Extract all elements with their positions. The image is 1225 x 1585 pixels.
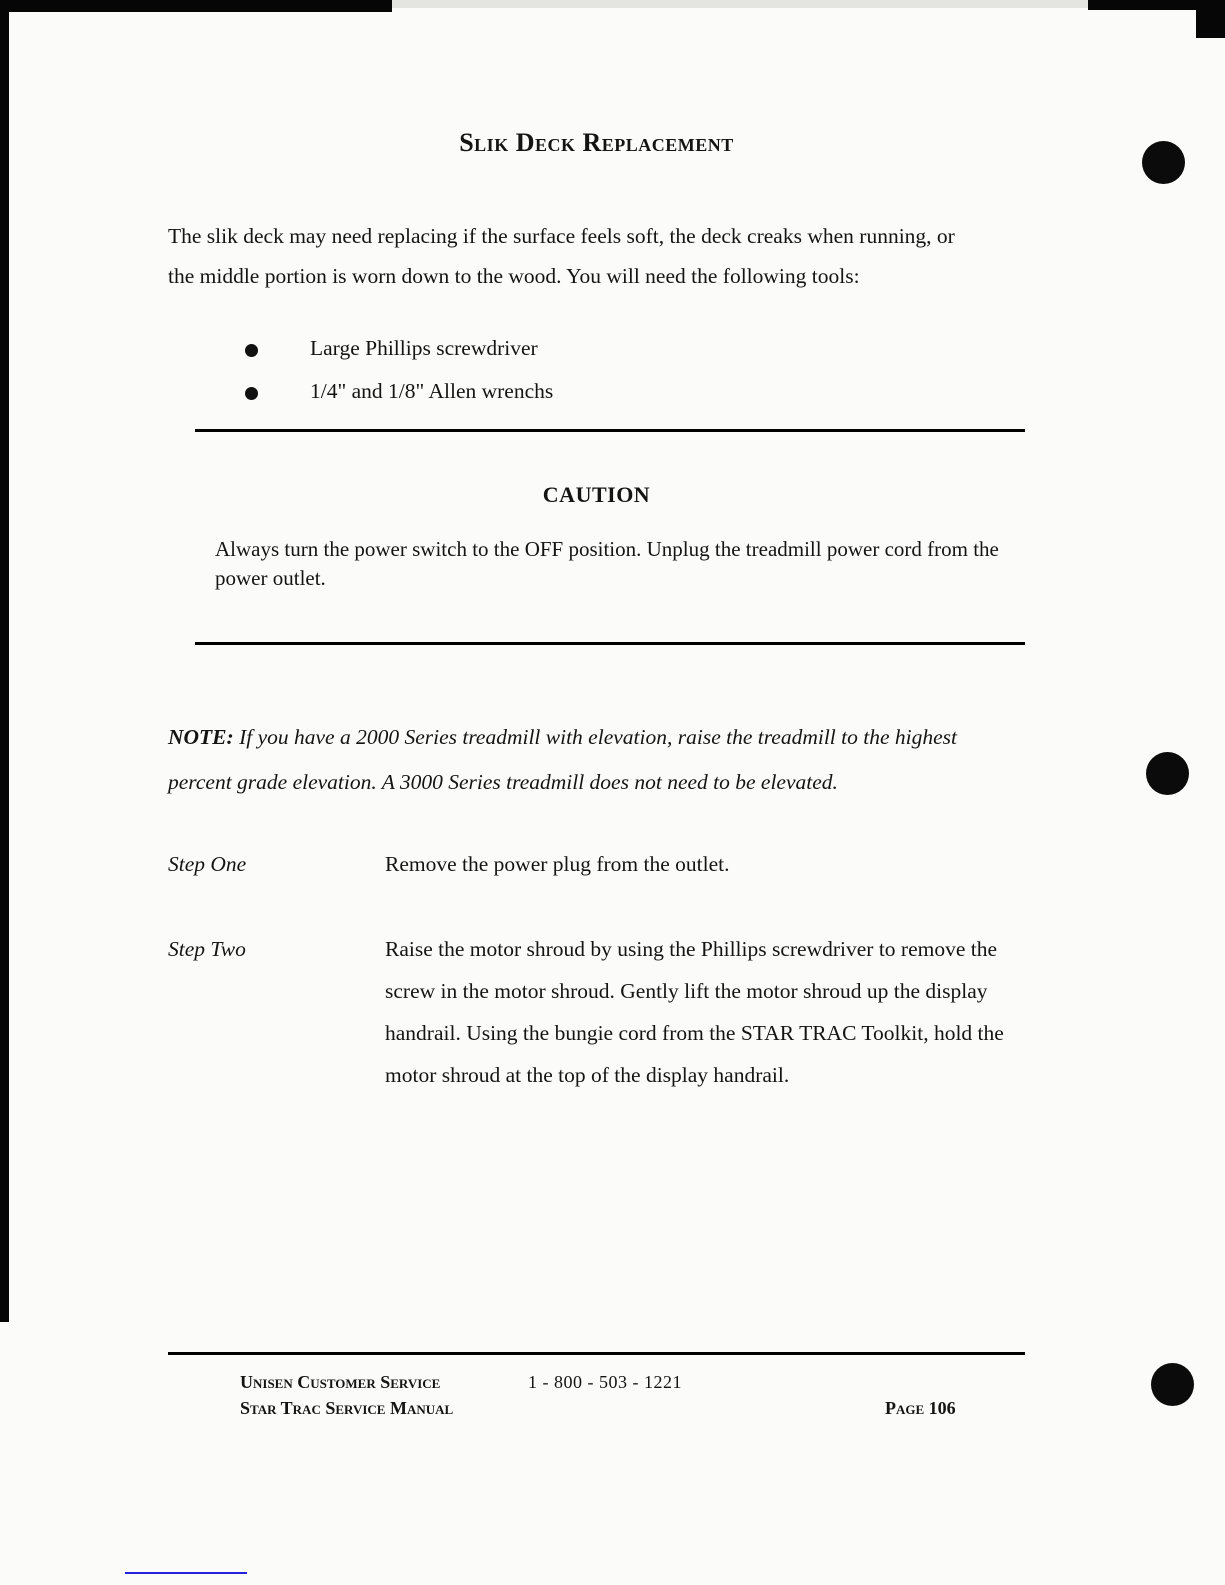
scan-artifact-corner	[1196, 0, 1225, 38]
hole-punch-mark	[1151, 1363, 1194, 1406]
caution-body: Always turn the power switch to the OFF position. Unplug the treadmill power cord from the power outlet.	[215, 537, 999, 590]
note-paragraph	[168, 715, 1024, 805]
footer-rule	[168, 1352, 1025, 1355]
list-item	[245, 336, 945, 379]
scan-artifact-left-edge	[0, 0, 9, 1322]
step-two	[168, 928, 1017, 1096]
intro-paragraph: The slik deck may need replacing if the surface feels soft, the deck creaks when running, or the middle portion is worn down to the wood. You will need the following tools:	[168, 224, 955, 288]
note-label: NOTE:	[168, 725, 234, 749]
tool-item-label: 1/4" and 1/8" Allen wrenchs	[310, 379, 554, 403]
tools-list	[245, 336, 945, 422]
step-one	[168, 843, 1017, 885]
bullet-icon	[245, 387, 258, 400]
step-text: Raise the motor shroud by using the Phillips screwdriver to remove the screw in the motor shroud. Gently lift the motor shroud up the display handrail. Using the bungie cord from the STAR TRAC Toolkit, hold the motor shroud at the top of the display handrail.	[385, 937, 1004, 1087]
footer-phone: 1 - 800 - 503 - 1221	[528, 1372, 682, 1392]
caution-heading: CAUTION	[542, 482, 651, 507]
footer-manual: Star Trac Service Manual	[240, 1398, 454, 1418]
note-text: If you have a 2000 Series treadmill with elevation, raise the treadmill to the highest percent grade elevation. A 3000 Series treadmill does not need to be elevated.	[168, 725, 958, 794]
step-label: Step One	[168, 852, 247, 876]
bullet-icon	[245, 344, 258, 357]
hole-punch-mark	[1142, 141, 1185, 184]
horizontal-rule	[195, 642, 1025, 645]
horizontal-rule	[195, 429, 1025, 432]
footer-org: Unisen Customer Service	[240, 1372, 441, 1392]
step-text: Remove the power plug from the outlet.	[385, 852, 730, 876]
footer-page-number: Page 106	[885, 1398, 956, 1418]
page-title: Slik Deck Replacement	[459, 128, 734, 157]
list-item	[245, 379, 945, 422]
tool-item-label: Large Phillips screwdriver	[310, 336, 538, 360]
document-page	[168, 0, 1025, 1585]
step-label: Step Two	[168, 937, 246, 961]
hole-punch-mark	[1146, 752, 1189, 795]
